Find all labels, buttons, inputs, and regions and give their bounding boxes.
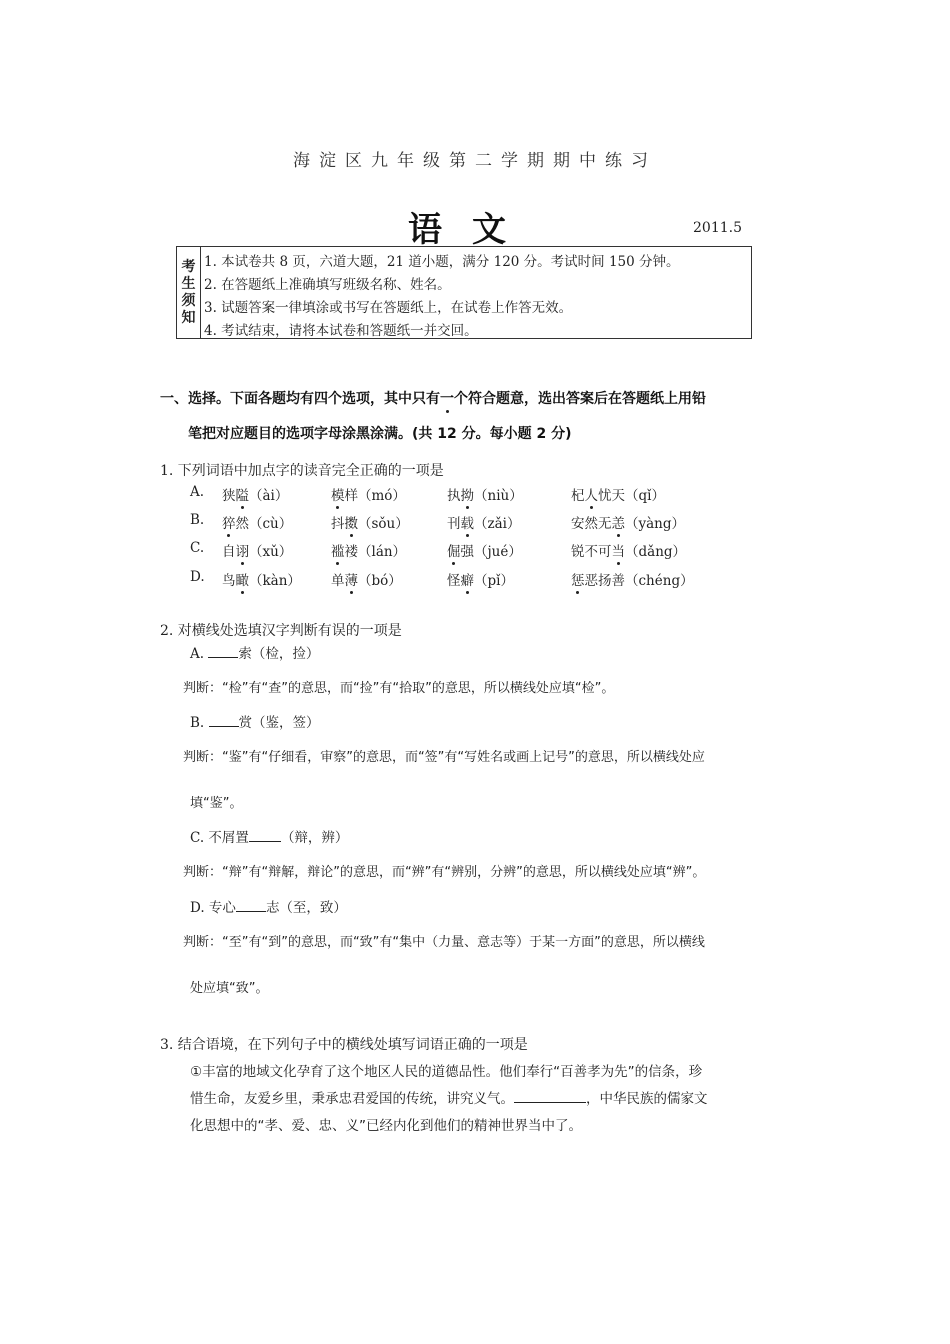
fill-blank <box>249 829 281 842</box>
word-part: 褛 <box>344 544 358 560</box>
fill-blank <box>236 899 266 912</box>
emphasis-char: 一 <box>440 388 454 408</box>
word-part: 执 <box>447 488 461 504</box>
fill-blank <box>209 714 239 727</box>
word-option <box>447 484 523 504</box>
word-part: 鸟 <box>222 573 236 589</box>
word-part: 样 <box>344 488 358 504</box>
passage-text: 惜生命，友爱乡里，秉承忠君爱国的传统，讲究义气。 <box>190 1091 514 1107</box>
notice-item: 3. 试题答案一律填涂或书写在答题纸上，在试卷上作答无效。 <box>204 300 573 316</box>
emphasis-char: 杞人忧 <box>571 484 612 504</box>
emphasis-char: 瞰 <box>236 569 250 589</box>
pinyin: （mó） <box>358 488 406 504</box>
emphasis-char: 模 <box>331 484 345 504</box>
emphasis-char: 倔 <box>447 540 461 560</box>
notice-item: 4. 考试结束，请将本试卷和答题纸一并交回。 <box>204 323 478 339</box>
word-option <box>222 512 292 532</box>
emphasis-char: 拗 <box>461 484 475 504</box>
emphasis-char: 褴 <box>331 540 345 560</box>
word-part: 恶扬善 <box>584 573 625 589</box>
option-letter: A. <box>190 646 205 662</box>
pinyin: （pǐ） <box>474 573 514 589</box>
fill-blank <box>208 645 238 658</box>
pinyin: （dǎng） <box>625 544 687 560</box>
word-option <box>447 540 522 560</box>
option-letter: B. <box>190 512 205 528</box>
q2-judgment-b: 判断：“鉴”有“仔细看，审察”的意思，而“签”有“写姓名或画上记号”的意思，所以横线处应 <box>183 750 705 765</box>
question-2-stem: 2. 对横线处选填汉字判断有误的一项是 <box>160 623 402 639</box>
word-part: 自 <box>222 544 236 560</box>
pinyin: （kàn） <box>249 573 301 589</box>
word-option <box>447 569 514 589</box>
q2-judgment-d: 判断：“至”有“到”的意思，而“致”有“集中（力量、意志等）于某一方面”的意思，所以横线 <box>183 935 705 950</box>
exam-notice-box <box>176 246 752 339</box>
emphasis-char: 隘 <box>236 484 250 504</box>
word-part: 怪 <box>447 573 461 589</box>
option-text: 赏（鉴，签） <box>238 715 320 731</box>
passage-text: ，中华民族的儒家文 <box>586 1091 708 1107</box>
option-text: D. 专心 <box>190 900 236 916</box>
pinyin: （niù） <box>474 488 523 504</box>
emphasis-char: 载 <box>461 512 475 532</box>
pinyin: （lán） <box>358 544 407 560</box>
notice-label-char: 生 <box>181 275 196 292</box>
word-option <box>571 484 665 504</box>
pinyin: （ài） <box>249 488 289 504</box>
pinyin: （zǎi） <box>474 516 521 532</box>
q2-judgment-b-cont: 填“鉴”。 <box>190 796 243 811</box>
word-part: 锐不可 <box>571 544 612 560</box>
emphasis-char: 猝 <box>222 512 236 532</box>
q2-option-b <box>190 711 320 731</box>
pinyin: （sǒu） <box>358 516 409 532</box>
emphasis-char: 恙 <box>612 512 626 532</box>
option-text: C. 不屑置 <box>190 830 249 846</box>
option-letter: C. <box>190 540 205 556</box>
section-heading <box>160 388 706 408</box>
option-text: （辩，辨） <box>280 830 349 846</box>
word-option <box>222 484 288 504</box>
q3-passage-line: 化思想中的“孝、爱、忠、义”已经内化到他们的精神世界当中了。 <box>190 1118 582 1134</box>
emphasis-char: 诩 <box>236 540 250 560</box>
word-option <box>571 540 686 560</box>
word-part: 抖 <box>331 516 345 532</box>
word-part: 单 <box>331 573 345 589</box>
pinyin: （chéng） <box>625 573 694 589</box>
word-option <box>331 569 402 589</box>
word-part: 安然无 <box>571 516 612 532</box>
q3-passage-line <box>190 1087 708 1107</box>
word-option <box>331 484 406 504</box>
option-text: 志（至，致） <box>265 900 347 916</box>
word-option <box>571 512 685 532</box>
q2-judgment-c: 判断：“辩”有“辩解，辩论”的意思，而“辨”有“辨别，分辨”的意思，所以横线处应填“辨”。 <box>183 865 706 880</box>
pinyin: （xǔ） <box>249 544 293 560</box>
pinyin: （bó） <box>358 573 402 589</box>
emphasis-char: 薄 <box>345 569 359 589</box>
word-option <box>571 569 694 589</box>
notice-label-char: 考 <box>181 258 196 275</box>
word-option <box>331 512 409 532</box>
subject-title: 语文 <box>408 210 536 250</box>
pinyin: （jué） <box>474 544 522 560</box>
emphasis-char: 当 <box>612 540 626 560</box>
option-text: 索（检，捡） <box>238 646 320 662</box>
section-heading-text: 个符合题意，选出答案后在答题纸上用铅 <box>454 391 706 407</box>
notice-label <box>177 247 201 338</box>
word-part: 刊 <box>447 516 461 532</box>
option-letter: B. <box>190 715 205 731</box>
q2-option-d <box>190 896 347 916</box>
exam-title: 海淀区九年级第二学期期中练习 <box>293 151 657 171</box>
emphasis-char: 惩 <box>571 569 585 589</box>
question-3-stem: 3. 结合语境，在下列句子中的横线处填写词语正确的一项是 <box>160 1037 528 1053</box>
fill-blank <box>514 1090 586 1103</box>
q2-judgment-d-cont: 处应填“致”。 <box>190 981 269 996</box>
q2-option-a <box>190 642 319 662</box>
word-option <box>331 540 406 560</box>
option-letter: A. <box>190 484 205 500</box>
section-heading-text: 一、选择。下面各题均有四个选项，其中只有 <box>160 391 440 407</box>
word-part: 天 <box>611 488 625 504</box>
q2-judgment-a: 判断：“检”有“查”的意思，而“捡”有“拾取”的意思，所以横线处应填“检”。 <box>183 681 615 696</box>
emphasis-char: 擞 <box>345 512 359 532</box>
word-option <box>222 569 301 589</box>
q3-passage-line: ①丰富的地域文化孕育了这个地区人民的道德品性。他们奉行“百善孝为先”的信条，珍 <box>190 1064 703 1080</box>
word-part: 狭 <box>222 488 236 504</box>
pinyin: （cù） <box>249 516 293 532</box>
notice-label-char: 知 <box>181 309 196 326</box>
question-1-stem: 1. 下列词语中加点字的读音完全正确的一项是 <box>160 463 444 479</box>
word-option <box>222 540 292 560</box>
notice-label-char: 须 <box>181 292 196 309</box>
option-letter: D. <box>190 569 205 585</box>
word-part: 然 <box>235 516 249 532</box>
exam-date: 2011.5 <box>693 220 742 236</box>
word-option <box>447 512 520 532</box>
pinyin: （qǐ） <box>625 488 665 504</box>
pinyin: （yàng） <box>625 516 686 532</box>
notice-item: 1. 本试卷共 8 页，六道大题，21 道小题，满分 120 分。考试时间 150 分钟。 <box>204 254 680 270</box>
emphasis-char: 癖 <box>461 569 475 589</box>
notice-item: 2. 在答题纸上准确填写班级名称、姓名。 <box>204 277 451 293</box>
section-heading-line2: 笔把对应题目的选项字母涂黑涂满。(共 12 分。每小题 2 分) <box>188 426 572 442</box>
q2-option-c <box>190 826 348 846</box>
word-part: 强 <box>460 544 474 560</box>
